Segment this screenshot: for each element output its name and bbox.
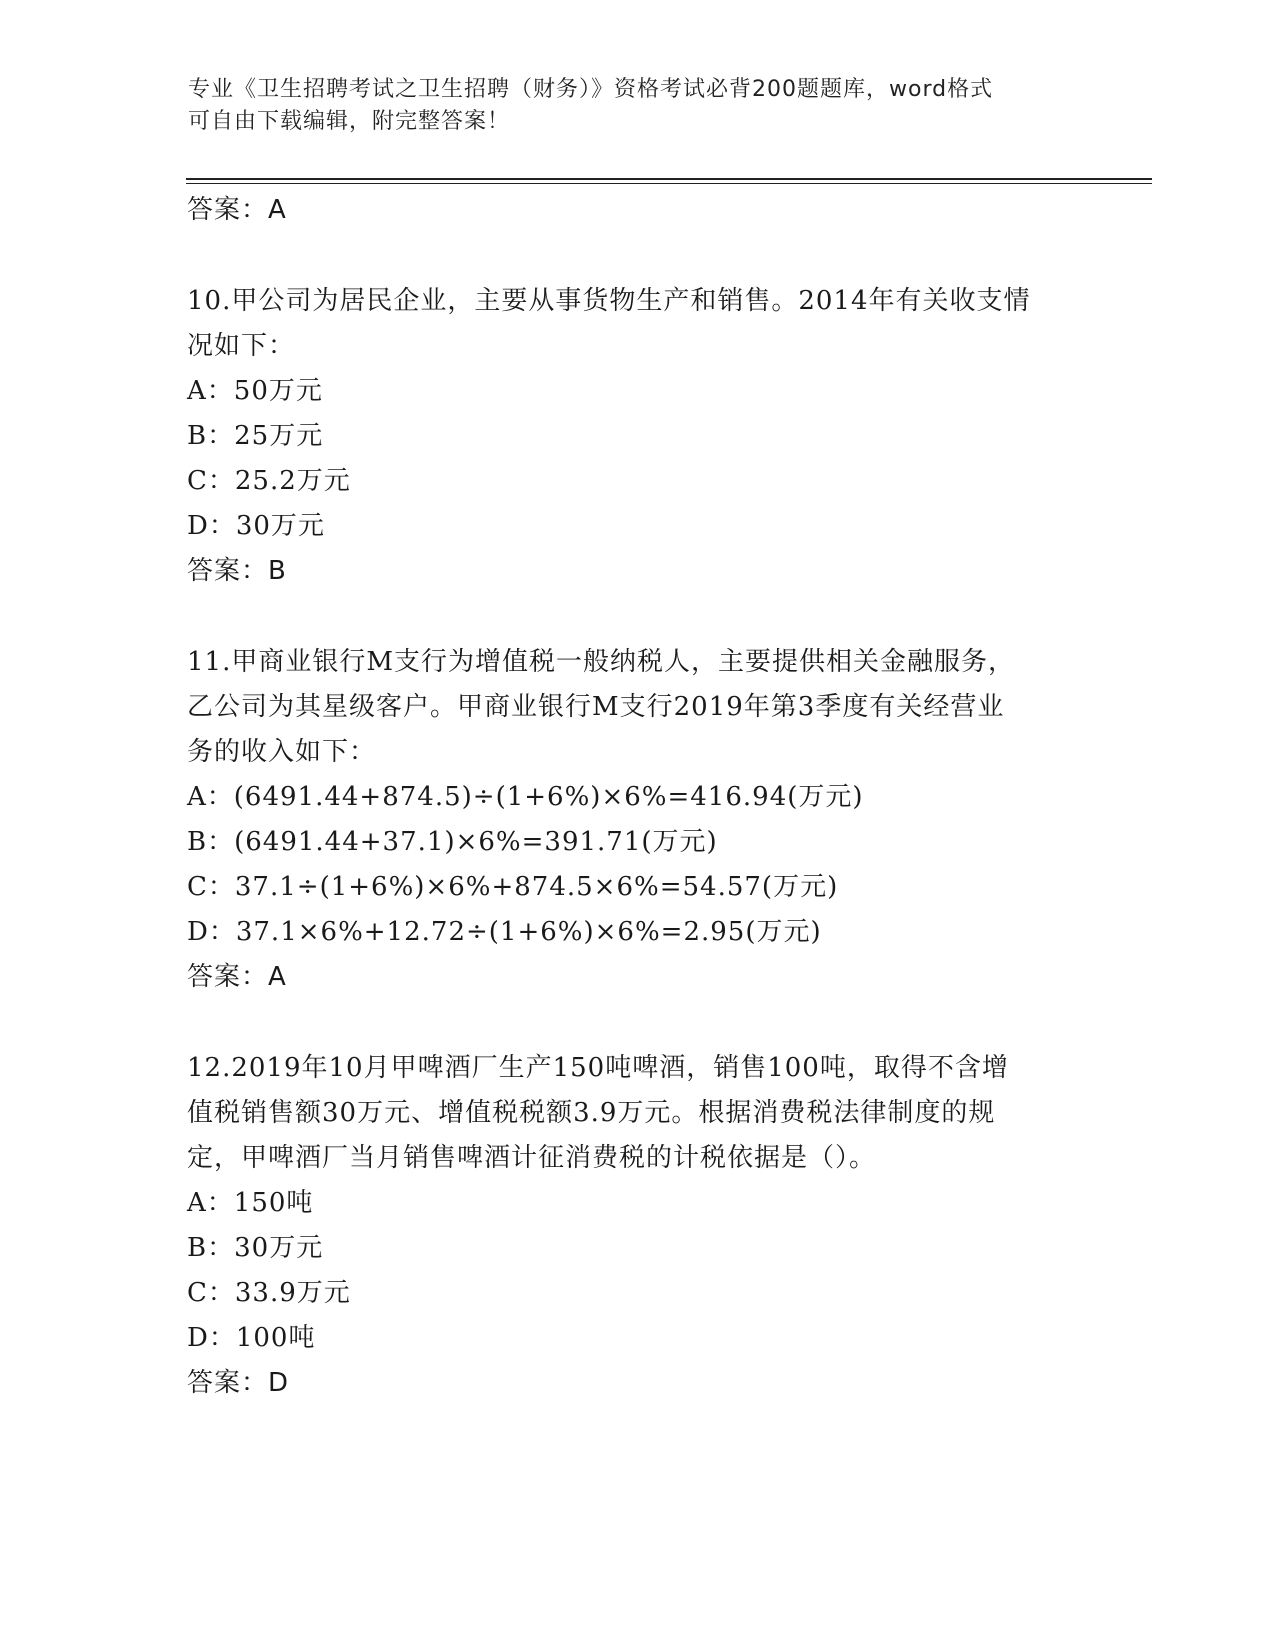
spacer <box>187 1000 1087 1046</box>
option-d: D：30万元 <box>187 511 325 541</box>
question-stem-line: 10.甲公司为居民企业，主要从事货物生产和销售。2014年有关收支情 <box>187 286 1031 316</box>
question-stem-line: 务的收入如下： <box>187 737 377 767</box>
option-a: A：150吨 <box>187 1188 314 1218</box>
spacer <box>187 594 1087 640</box>
option-d: D：100吨 <box>187 1323 316 1353</box>
option-c: C：25.2万元 <box>187 466 351 496</box>
question-stem-line: 12.2019年10月甲啤酒厂生产150吨啤酒，销售100吨，取得不含增 <box>187 1053 1009 1083</box>
document-body <box>187 188 1087 1406</box>
question-stem-line: 乙公司为其星级客户。甲商业银行M支行2019年第3季度有关经营业 <box>187 692 1005 722</box>
question-10 <box>187 279 1087 594</box>
answer-label: 答案：B <box>187 556 287 586</box>
question-stem-line: 11.甲商业银行M支行为增值税一般纳税人，主要提供相关金融服务， <box>187 647 1015 677</box>
option-c: C：37.1÷(1+6%)×6%+874.5×6%=54.57(万元) <box>187 872 839 902</box>
spacer <box>187 233 1087 279</box>
option-b: B：25万元 <box>187 421 324 451</box>
top-answer: 答案：A <box>187 195 287 225</box>
answer-label: 答案：A <box>187 962 287 992</box>
option-b: B：30万元 <box>187 1233 324 1263</box>
answer-label: 答案：D <box>187 1368 290 1398</box>
header-line-2: 可自由下载编辑，附完整答案！ <box>188 109 511 134</box>
option-b: B：(6491.44+37.1)×6%=391.71(万元) <box>187 827 718 857</box>
option-a: A：(6491.44+874.5)÷(1+6%)×6%=416.94(万元) <box>187 782 864 812</box>
option-d: D：37.1×6%+12.72÷(1+6%)×6%=2.95(万元) <box>187 917 822 947</box>
question-11 <box>187 640 1087 1000</box>
option-c: C：33.9万元 <box>187 1278 351 1308</box>
question-stem-line: 况如下： <box>187 331 296 361</box>
question-stem-line: 值税销售额30万元、增值税税额3.9万元。根据消费税法律制度的规 <box>187 1098 996 1128</box>
header-rule-thick <box>186 178 1152 180</box>
header-rule-thin <box>186 183 1152 184</box>
header-line-1: 专业《卫生招聘考试之卫生招聘（财务）》资格考试必背200题题库，word格式 <box>188 77 994 102</box>
question-12 <box>187 1046 1087 1406</box>
question-stem-line: 定，甲啤酒厂当月销售啤酒计征消费税的计税依据是（）。 <box>187 1143 877 1173</box>
option-a: A：50万元 <box>187 376 323 406</box>
document-header <box>188 74 1088 138</box>
